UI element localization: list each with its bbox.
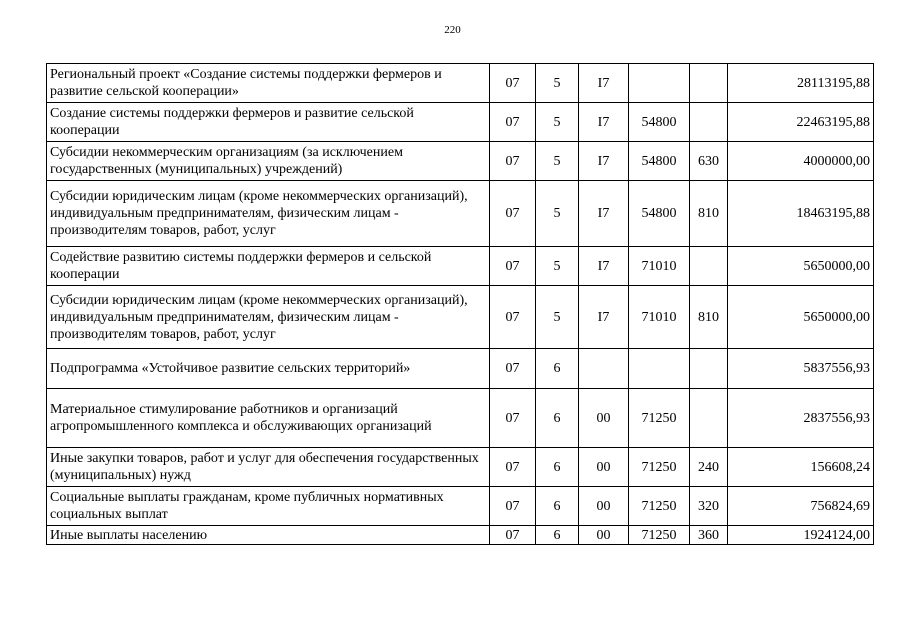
code-cell: 71010 [629, 247, 690, 286]
vid-cell [690, 349, 728, 389]
row-name: Иные выплаты населению [47, 526, 490, 545]
row-name: Субсидии юридическим лицам (кроме некоммерческих организаций), индивидуальным предпринимателям, физическим лицам - производителям товаров, работ, услуг [47, 286, 490, 349]
vid-cell: 810 [690, 286, 728, 349]
table-row [47, 487, 874, 526]
amount-cell: 5837556,93 [728, 349, 874, 389]
row-name: Материальное стимулирование работников и организаций агропромышленного комплекса и обслуживающих организаций [47, 389, 490, 448]
program-cell: I7 [579, 247, 629, 286]
row-name: Иные закупки товаров, работ и услуг для обеспечения государственных (муниципальных) нужд [47, 448, 490, 487]
program-cell: 00 [579, 389, 629, 448]
podrazdel-cell: 5 [536, 103, 579, 142]
row-name: Содействие развитию системы поддержки фермеров и сельской кооперации [47, 247, 490, 286]
razdel-cell: 07 [490, 286, 536, 349]
amount-cell: 2837556,93 [728, 389, 874, 448]
razdel-cell: 07 [490, 142, 536, 181]
table-row [47, 448, 874, 487]
table-row [47, 142, 874, 181]
razdel-cell: 07 [490, 389, 536, 448]
razdel-cell: 07 [490, 349, 536, 389]
code-cell: 71250 [629, 526, 690, 545]
program-cell: I7 [579, 142, 629, 181]
program-cell: I7 [579, 64, 629, 103]
vid-cell [690, 247, 728, 286]
amount-cell: 1924124,00 [728, 526, 874, 545]
amount-cell: 156608,24 [728, 448, 874, 487]
razdel-cell: 07 [490, 247, 536, 286]
razdel-cell: 07 [490, 487, 536, 526]
table-row [47, 526, 874, 545]
vid-cell: 240 [690, 448, 728, 487]
razdel-cell: 07 [490, 181, 536, 247]
table-row [47, 349, 874, 389]
program-cell [579, 349, 629, 389]
vid-cell: 360 [690, 526, 728, 545]
vid-cell [690, 64, 728, 103]
vid-cell: 320 [690, 487, 728, 526]
vid-cell: 630 [690, 142, 728, 181]
program-cell: 00 [579, 526, 629, 545]
program-cell: I7 [579, 181, 629, 247]
program-cell: 00 [579, 487, 629, 526]
page-number: 220 [444, 24, 461, 36]
razdel-cell: 07 [490, 64, 536, 103]
vid-cell [690, 103, 728, 142]
code-cell: 71250 [629, 448, 690, 487]
podrazdel-cell: 6 [536, 349, 579, 389]
table-row [47, 64, 874, 103]
podrazdel-cell: 6 [536, 448, 579, 487]
table-row [47, 247, 874, 286]
podrazdel-cell: 5 [536, 64, 579, 103]
vid-cell [690, 389, 728, 448]
razdel-cell: 07 [490, 103, 536, 142]
podrazdel-cell: 6 [536, 526, 579, 545]
amount-cell: 5650000,00 [728, 286, 874, 349]
podrazdel-cell: 6 [536, 389, 579, 448]
amount-cell: 756824,69 [728, 487, 874, 526]
code-cell: 71250 [629, 389, 690, 448]
code-cell: 71010 [629, 286, 690, 349]
amount-cell: 18463195,88 [728, 181, 874, 247]
table-row [47, 389, 874, 448]
budget-table [46, 63, 874, 545]
amount-cell: 28113195,88 [728, 64, 874, 103]
razdel-cell: 07 [490, 526, 536, 545]
amount-cell: 4000000,00 [728, 142, 874, 181]
podrazdel-cell: 5 [536, 142, 579, 181]
table-row [47, 103, 874, 142]
code-cell [629, 64, 690, 103]
podrazdel-cell: 5 [536, 247, 579, 286]
row-name: Подпрограмма «Устойчивое развитие сельских территорий» [47, 349, 490, 389]
row-name: Создание системы поддержки фермеров и развитие сельской кооперации [47, 103, 490, 142]
row-name: Субсидии некоммерческим организациям (за исключением государственных (муниципальных) учреждений) [47, 142, 490, 181]
amount-cell: 5650000,00 [728, 247, 874, 286]
podrazdel-cell: 5 [536, 181, 579, 247]
program-cell: 00 [579, 448, 629, 487]
table-row [47, 286, 874, 349]
code-cell: 71250 [629, 487, 690, 526]
program-cell: I7 [579, 103, 629, 142]
podrazdel-cell: 5 [536, 286, 579, 349]
code-cell: 54800 [629, 142, 690, 181]
podrazdel-cell: 6 [536, 487, 579, 526]
amount-cell: 22463195,88 [728, 103, 874, 142]
row-name: Субсидии юридическим лицам (кроме некоммерческих организаций), индивидуальным предпринимателям, физическим лицам - производителям товаров, работ, услуг [47, 181, 490, 247]
code-cell [629, 349, 690, 389]
vid-cell: 810 [690, 181, 728, 247]
razdel-cell: 07 [490, 448, 536, 487]
table-row [47, 181, 874, 247]
row-name: Социальные выплаты гражданам, кроме публичных нормативных социальных выплат [47, 487, 490, 526]
program-cell: I7 [579, 286, 629, 349]
row-name: Региональный проект «Создание системы поддержки фермеров и развитие сельской кооперации» [47, 64, 490, 103]
code-cell: 54800 [629, 181, 690, 247]
code-cell: 54800 [629, 103, 690, 142]
